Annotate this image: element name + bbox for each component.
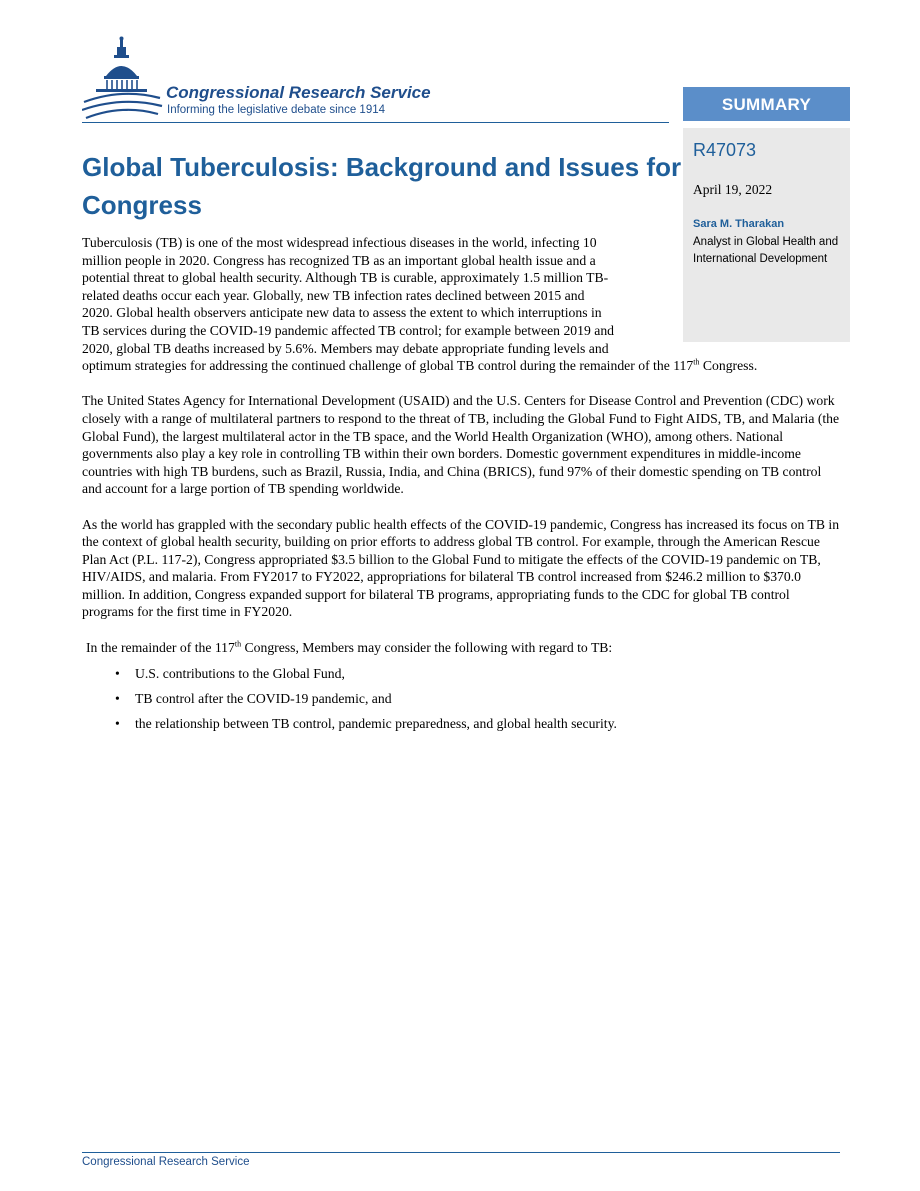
ordinal-suffix: th: [234, 639, 242, 649]
paragraph-line: TB services during the COVID-19 pandemic affected TB control; for example between 2019 and: [82, 322, 615, 338]
list-item: • U.S. contributions to the Global Fund,: [82, 665, 842, 683]
page-title: Global Tuberculosis: Background and Issues for Congress: [82, 152, 682, 220]
crs-logo: [82, 36, 482, 122]
org-tagline: Informing the legislative debate since 1914: [167, 104, 386, 116]
list-item: • the relationship between TB control, pandemic preparedness, and global health security.: [82, 715, 842, 733]
summary-paragraph-2: The United States Agency for International Development (USAID) and the U.S. Centers for Disease Control and Prevention (CDC) work closely with a range of multilateral partners to respond to the threat of TB, including the Global Fund to Fight AIDS, TB, and Malaria (the Global Fund), the largest multilateral actor in the TB space, and the World Health Organization (WHO), among others. National governments also play a key role in controlling TB within their own borders. Domestic government expenditures in middle-income countries with high TB burdens, such as Brazil, Russia, India, and China (BRICS), fund 97% of their domestic spending on TB control and account for a large portion of TB spending worldwide.: [82, 393, 840, 497]
author-title: Analyst in Global Health and International Development: [693, 236, 839, 265]
capitol-dome-icon: [82, 36, 164, 122]
summary-body: [82, 234, 842, 741]
paragraph-line: Tuberculosis (TB) is one of the most widespread infectious diseases in the world, infecting 10: [82, 235, 597, 250]
ordinal-suffix: th: [693, 357, 700, 367]
summary-paragraph-4: [82, 639, 842, 657]
paragraph-line: 2020. Global health observers anticipate new data to assess the extent to which interruptions in: [82, 305, 602, 321]
report-id: R47073: [693, 140, 757, 160]
paragraph-line: potential threat to global health security. Although TB is curable, approximately 1.5 million TB-: [82, 270, 609, 286]
author-name: Sara M. Tharakan: [693, 218, 785, 230]
paragraph-line: related deaths occur each year. Globally, new TB infection rates declined between 2015 and: [82, 287, 585, 303]
report-date: April 19, 2022: [693, 182, 773, 197]
paragraph-line: [82, 357, 842, 375]
list-item: • TB control after the COVID-19 pandemic, and: [82, 690, 842, 708]
summary-label: SUMMARY: [683, 87, 850, 121]
line-text: Congress.: [699, 358, 758, 374]
line-text: In the remainder of the 117: [86, 639, 235, 655]
paragraph-line: 2020, global TB deaths increased by 5.6%. Members may debate appropriate funding levels and: [82, 340, 609, 356]
summary-paragraph-1: [82, 234, 842, 375]
footer-text: Congressional Research Service: [82, 1156, 250, 1168]
consideration-list: [82, 665, 842, 733]
paragraph-line: million people in 2020. Congress has recognized TB as an important global health issue and a: [82, 252, 596, 268]
header-divider: [82, 122, 669, 123]
footer-divider: [82, 1152, 840, 1153]
summary-paragraph-3: As the world has grappled with the secondary public health effects of the COVID-19 pandemic, Congress has increased its focus on TB in the context of global health security, building on prior efforts to address global TB control. For example, through the American Rescue Plan Act (P.L. 117-2), Congress appropriated $3.5 billion to the Global Fund to mitigate the effects of the COVID-19 pandemic on TB, HIV/AIDS, and malaria. From FY2017 to FY2022, appropriations for bilateral TB control increased from $246.2 million to $370.0 million. In addition, Congress expanded support for bilateral TB programs, appropriating funds to the CDC for global TB control programs for the first time in FY2020.: [82, 516, 840, 620]
org-name: Congressional Research Service: [166, 83, 431, 102]
line-text: optimum strategies for addressing the continued challenge of global TB control during the remainder of the 117: [82, 358, 694, 374]
line-text: Congress, Members may consider the following with regard to TB:: [241, 639, 613, 655]
